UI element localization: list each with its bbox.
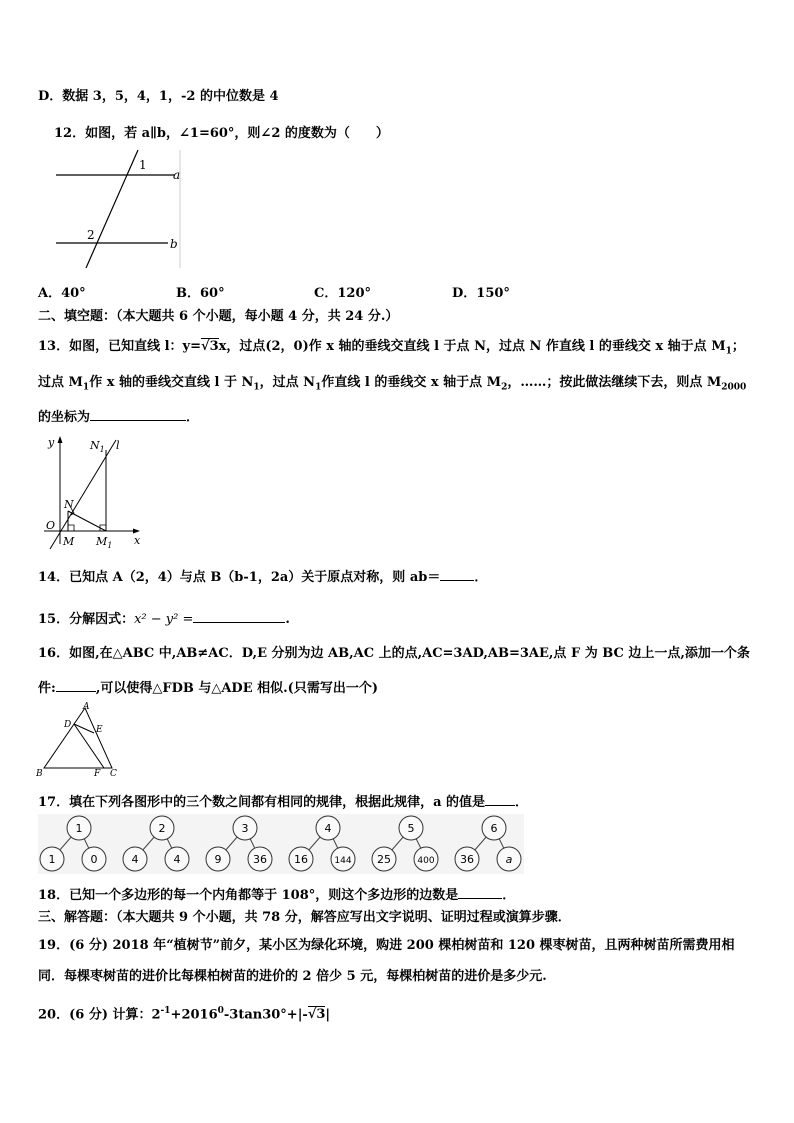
q17-node-value-left: 9 [214,853,222,866]
q17-node-value-left: 16 [294,853,308,866]
q17-node-value-left: 25 [377,853,391,866]
q17-node-value-top: 4 [324,822,332,835]
q16-point-d-label: D [64,720,72,730]
q15-answer-blank[interactable] [193,608,285,623]
q12-line-b-label: b [170,237,178,251]
q17-answer-blank[interactable] [485,791,515,806]
q16-point-b-label: B [36,769,43,779]
q12-angle-1-label: 1 [139,158,147,172]
q16-point-a-label: A [83,702,90,712]
q17-node-value-right: 36 [253,853,267,866]
q17-node-value-top: 1 [75,822,83,835]
q18-answer-blank[interactable] [458,884,502,899]
q17-node-value-top: 2 [158,822,166,835]
q17-node-value-left: 4 [131,853,139,866]
section-2-heading: 二、填空题：（本大题共 6 个小题，每小题 4 分，共 24 分.） [38,309,399,324]
q14-answer-blank[interactable] [440,566,474,581]
q16-answer-blank[interactable] [56,677,96,692]
q16-point-e-label: E [96,725,103,735]
q17-node-value-right: 400 [417,856,435,866]
q12-figure [50,148,190,273]
section-3-heading: 三、解答题：（本大题共 9 个小题，共 78 分，解答应写出文字说明、证明过程或演算步骤． [38,910,571,925]
q17-node-value-right: 4 [173,853,181,866]
q12-stem: 12．如图，若 a∥b，∠1=60°，则∠2 的度数为（ ） [54,126,389,141]
q13-point-n1-label: $N_1$ [90,439,105,454]
q12-option-b: B．60° [176,286,225,301]
q12-option-a: A．40° [38,286,86,301]
q13-figure [38,432,148,552]
q16-point-f-label: F [94,769,101,779]
q17-node-value-left: 36 [460,853,474,866]
q17-figures [38,814,524,874]
q13-answer-blank[interactable] [90,406,186,421]
q13-line-l-label: l [116,439,120,452]
q13-point-m1-label: $M_1$ [96,535,113,550]
q17-node-value-top: 6 [490,822,498,835]
q12-line-a-label: a [173,168,181,182]
q11-option-d: D．数据 3，5，4，1，-2 的中位数是 4 [38,89,279,104]
q16-point-c-label: C [110,769,117,779]
q17-node-value-top: 3 [241,822,249,835]
q14-line: 14．已知点 A（2，4）与点 B（b-1，2a）关于原点对称，则 ab＝ ． [38,566,487,587]
q20-line: 20．(6 分) 计算：$2^{-1}+2016^0-3\tan 30^\circ+|-√3|$ [38,1006,331,1023]
q17-node-value-left: 1 [48,853,56,866]
q16-line-1: 16．如图,在△ABC 中,AB≠AC．D,E 分别为边 AB,AC 上的点,AC=3AD,AB=3AE,点 F 为 BC 边上一点,添加一个条 [38,646,750,661]
q17-node-value-right: 0 [90,853,98,866]
q17-node-value-top: 5 [407,822,415,835]
q13-line-2: 过点 $M_1$作 x 轴的垂线交直线 l 于 $N_1$，过点 $N_1$作直线 l 的垂线交 x 轴于点 $M_2$，……；按此做法继续下去，则点 $M_{2000}$ [38,375,747,393]
q16-figure [36,702,126,782]
q12-angle-2-label: 2 [87,228,95,242]
q12-option-c: C．120° [314,286,371,301]
q13-x-axis-label: x [134,534,141,547]
q13-origin-label: O [46,519,56,532]
q13-line-1: 13．如图，已知直线 l：y=√3x，过点(2，0)作 x 轴的垂线交直线 l 于点 N，过点 N 作直线 l 的垂线交 x 轴于点 $M_1$； [38,339,745,357]
q17-figure-strip [38,814,524,874]
q19-line-2: 同．每棵枣树苗的进价比每棵柏树苗的进价的 2 倍少 5 元，每棵柏树苗的进价是多少元. [38,969,547,984]
q19-line-1: 19．(6 分) 2018 年“植树节”前夕，某小区为绿化环境，购进 200 棵柏树苗和 120 棵枣树苗，且两种树苗所需费用相 [38,938,735,953]
q16-line-2: 件: ,可以使得△FDB 与△ADE 相似.(只需写出一个) [38,677,378,698]
q13-point-n-label: N [64,498,74,511]
q17-node-value-right: a [505,853,513,866]
q13-y-axis-label: y [48,436,55,449]
q17-line: 17．填在下列各图形中的三个数之间都有相同的规律，根据此规律，a 的值是 ． [38,791,528,812]
q13-line-3: 的坐标为 ． [38,406,199,427]
q12-option-d: D．150° [452,286,510,301]
q15-line: 15．分解因式：x² − y² = . [38,608,290,629]
q18-line: 18．已知一个多边形的每一个内角都等于 108°，则这个多边形的边数是 ． [38,884,515,905]
q17-node-value-right: 144 [334,856,352,866]
q13-point-m-label: M [63,535,75,548]
